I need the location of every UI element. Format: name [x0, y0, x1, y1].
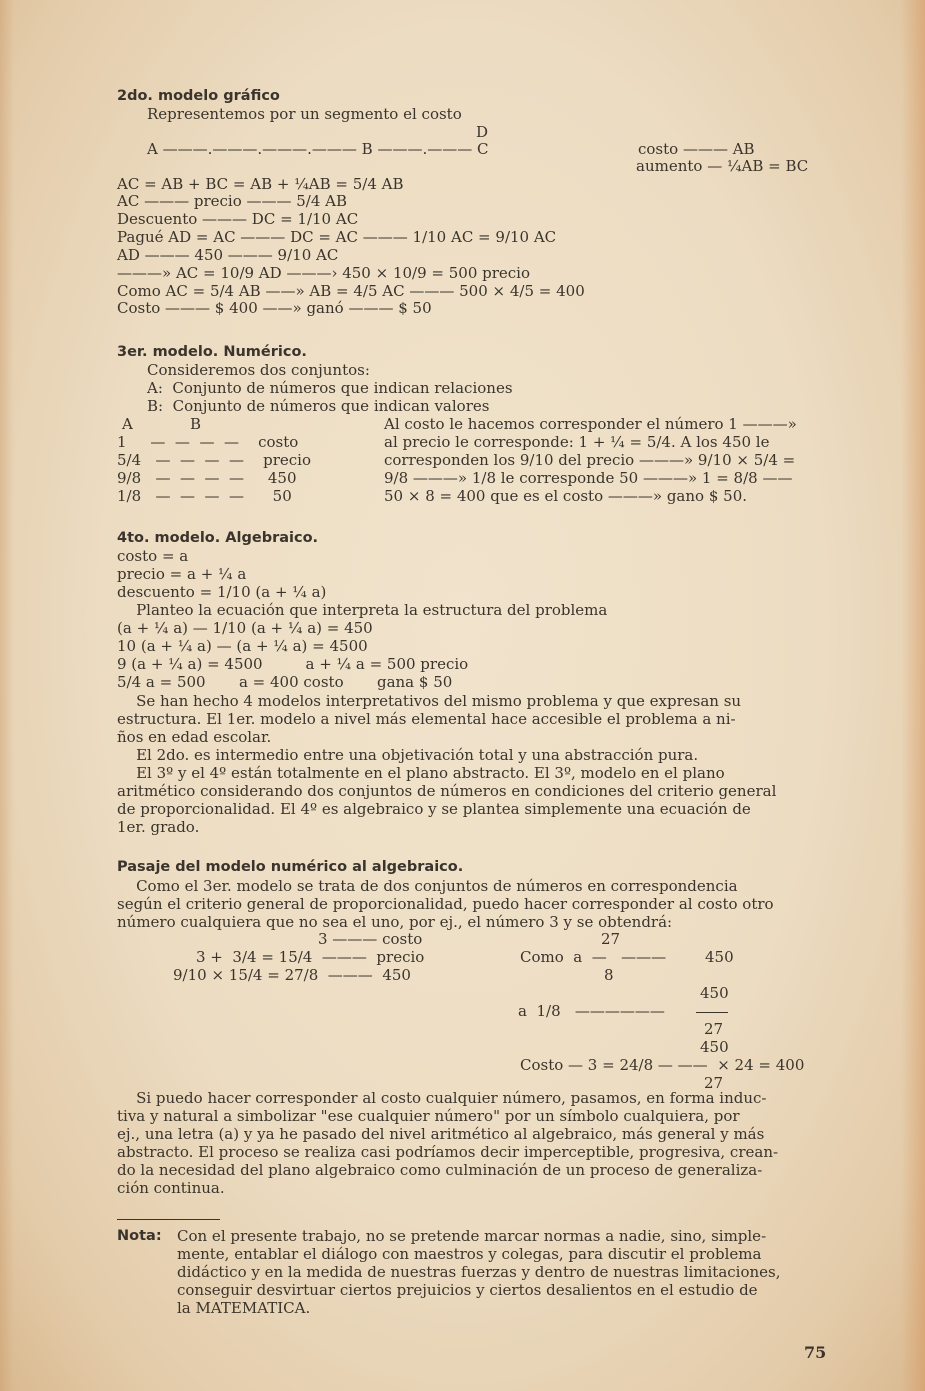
- text-line: 3 + 3/4 = 15/4 ——— precio: [196, 948, 425, 966]
- page-edge-right: [901, 0, 925, 1391]
- text-line: aritmético considerando dos conjuntos de números en condiciones del criterio general: [117, 782, 777, 800]
- text-line: Consideremos dos conjuntos:: [147, 361, 370, 379]
- text-line: corresponden los 9/10 del precio ———» 9/10 × 5/4 =: [384, 451, 796, 469]
- text-line: El 3º y el 4º están totalmente en el plano abstracto. El 3º, modelo en el plano: [117, 764, 725, 782]
- text-line: AC = AB + BC = AB + ¼AB = 5/4 AB: [117, 175, 404, 193]
- text-line: 3 ——— costo: [318, 930, 423, 948]
- text-line: según el criterio general de proporcionalidad, puedo hacer corresponder al costo otro: [117, 895, 774, 913]
- table-row: 9/8 — — — — 450: [117, 469, 297, 487]
- text-line: Descuento ——— DC = 1/10 AC: [117, 210, 359, 228]
- section-heading: 4to. modelo. Algebraico.: [117, 530, 319, 546]
- number: 8: [604, 966, 614, 984]
- section-heading: 3er. modelo. Numérico.: [117, 344, 307, 360]
- text-line: Costo ——— $ 400 ——» ganó ——— $ 50: [117, 299, 432, 317]
- footnote-label: Nota:: [117, 1228, 162, 1244]
- text-line: Si puedo hacer corresponder al costo cualquier número, pasamos, en forma induc-: [117, 1089, 767, 1107]
- text-line: Como el 3er. modelo se trata de dos conjuntos de números en correspondencia: [117, 877, 738, 895]
- text-line: Como AC = 5/4 AB ——» AB = 4/5 AC ——— 500 × 4/5 = 400: [117, 282, 585, 300]
- text-line: costo ——— AB: [638, 140, 755, 158]
- text-line: 9/10 × 15/4 = 27/8 ——— 450: [173, 966, 411, 984]
- text-line: do la necesidad del plano algebraico como culminación de un proceso de generaliza-: [117, 1161, 763, 1179]
- number: 450: [700, 1038, 729, 1056]
- text-line: 5/4 a = 500 a = 400 costo gana $ 50: [117, 673, 453, 691]
- text-line: AC ——— precio ——— 5/4 AB: [117, 192, 348, 210]
- text-line: Con el presente trabajo, no se pretende marcar normas a nadie, sino, simple-: [177, 1227, 767, 1245]
- section-heading: 2do. modelo gráfico: [117, 88, 280, 104]
- section-heading: Pasaje del modelo numérico al algebraico.: [117, 859, 464, 875]
- page-edge-left: [0, 0, 14, 1391]
- text-line: la MATEMATICA.: [177, 1299, 311, 1317]
- text-line: El 2do. es intermedio entre una objetivación total y una abstracción pura.: [117, 746, 699, 764]
- number: 450: [700, 984, 729, 1002]
- text-line: aumento — ¼AB = BC: [636, 157, 809, 175]
- text-line: Al costo le hacemos corresponder el número 1 ———»: [384, 415, 797, 433]
- text-line: Costo — 3 = 24/8 — —— × 24 = 400: [520, 1056, 805, 1074]
- text-line: 10 (a + ¼ a) — (a + ¼ a) = 4500: [117, 637, 368, 655]
- text-line: 9/8 ———» 1/8 le corresponde 50 ———» 1 = 8/8 ——: [384, 469, 793, 487]
- number: 27: [704, 1020, 724, 1038]
- text-line: Pagué AD = AC ——— DC = AC ——— 1/10 AC = 9/10 AC: [117, 228, 557, 246]
- number: 450: [705, 948, 734, 966]
- number: 27: [704, 1074, 724, 1092]
- text-line: Planteo la ecuación que interpreta la estructura del problema: [117, 601, 608, 619]
- page-number: 75: [804, 1343, 827, 1362]
- segment-diagram: A ———.———.———.——— B ———.——— C: [147, 140, 489, 158]
- table-row: 1/8 — — — — 50: [117, 487, 292, 505]
- text-line: descuento = 1/10 (a + ¼ a): [117, 583, 327, 601]
- text-line: (a + ¼ a) — 1/10 (a + ¼ a) = 450: [117, 619, 373, 637]
- text-line: número cualquiera que no sea el uno, por ej., el número 3 y se obtendrá:: [117, 913, 673, 931]
- text-line: abstracto. El proceso se realiza casi podríamos decir imperceptible, progresiva, crean-: [117, 1143, 779, 1161]
- text-line: B: Conjunto de números que indican valores: [147, 397, 490, 415]
- text-line: Representemos por un segmento el costo: [147, 105, 462, 123]
- text-line: a 1/8 ——————: [518, 1002, 665, 1020]
- text-line: mente, entablar el diálogo con maestros y colegas, para discutir el problema: [177, 1245, 762, 1263]
- text-line: ej., una letra (a) y ya he pasado del nivel aritmético al algebraico, más general y más: [117, 1125, 765, 1143]
- text-line: Se han hecho 4 modelos interpretativos del mismo problema y que expresan su: [117, 692, 742, 710]
- text-line: tiva y natural a simbolizar "ese cualquier número" por un símbolo cualquiera, por: [117, 1107, 740, 1125]
- segment-label: D: [476, 123, 489, 141]
- text-line: estructura. El 1er. modelo a nivel más elemental hace accesible el problema a ni-: [117, 710, 736, 728]
- footnote-rule: [117, 1219, 220, 1220]
- table-row: A B: [122, 415, 202, 433]
- text-line: 1er. grado.: [117, 818, 200, 836]
- text-line: 50 × 8 = 400 que es el costo ———» gano $ 50.: [384, 487, 748, 505]
- text-line: ción continua.: [117, 1179, 225, 1197]
- text-line: ños en edad escolar.: [117, 728, 272, 746]
- text-line: costo = a: [117, 547, 189, 565]
- text-line: al precio le corresponde: 1 + ¼ = 5/4. A los 450 le: [384, 433, 770, 451]
- text-line: precio = a + ¼ a: [117, 565, 247, 583]
- table-row: 5/4 — — — — precio: [117, 451, 312, 469]
- text-line: de proporcionalidad. El 4º es algebraico y se plantea simplemente una ecuación de: [117, 800, 751, 818]
- text-line: A: Conjunto de números que indican relaciones: [147, 379, 513, 397]
- text-line: ———» AC = 10/9 AD ———› 450 × 10/9 = 500 precio: [117, 264, 531, 282]
- text-line: AD ——— 450 ——— 9/10 AC: [117, 246, 339, 264]
- text-line: didáctico y en la medida de nuestras fuerzas y dentro de nuestras limitaciones,: [177, 1263, 781, 1281]
- table-row: 1 — — — — costo: [117, 433, 299, 451]
- number: 27: [601, 930, 621, 948]
- fraction-bar: [696, 1012, 728, 1013]
- text-line: conseguir desvirtuar ciertos prejuicios y ciertos desalientos en el estudio de: [177, 1281, 758, 1299]
- text-line: Como a — ———: [520, 948, 667, 966]
- text-line: 9 (a + ¼ a) = 4500 a + ¼ a = 500 precio: [117, 655, 469, 673]
